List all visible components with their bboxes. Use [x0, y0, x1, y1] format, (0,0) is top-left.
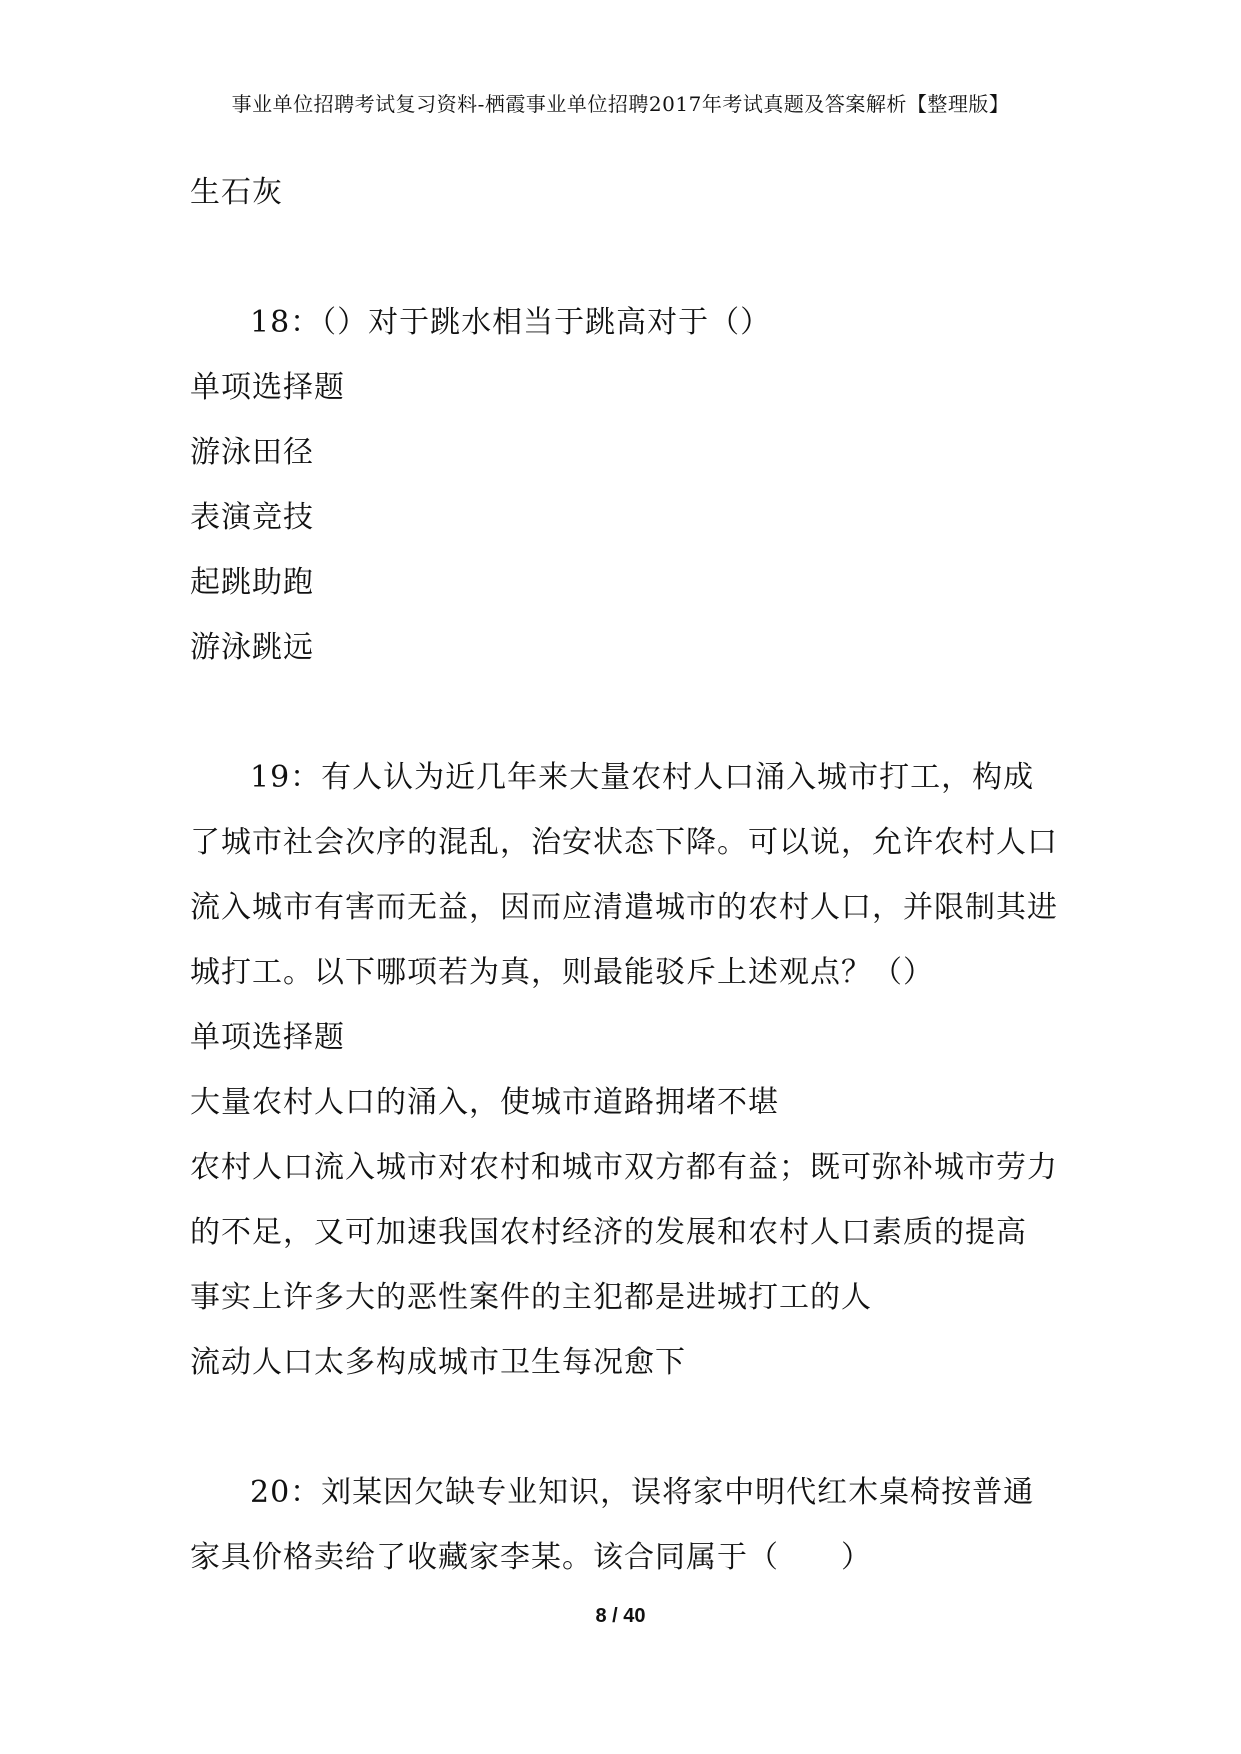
- question-18: [190, 290, 1070, 680]
- previous-answer-option: 生石灰: [190, 175, 283, 210]
- answer-option: 大量农村人口的涌入，使城市道路拥堵不堪: [190, 1085, 779, 1120]
- page-body: [190, 160, 1070, 1590]
- question-stem-line: 城打工。以下哪项若为真，则最能驳斥上述观点？（）: [190, 955, 934, 990]
- question-stem-line: 了城市社会次序的混乱，治安状态下降。可以说，允许农村人口: [190, 825, 1058, 860]
- answer-option: 农村人口流入城市对农村和城市双方都有益；既可弥补城市劳力: [190, 1150, 1058, 1185]
- question-stem-line: 流入城市有害而无益，因而应清遣城市的农村人口，并限制其进: [190, 890, 1058, 925]
- answer-option: 游泳跳远: [190, 630, 314, 665]
- answer-option-continued: 的不足，又可加速我国农村经济的发展和农村人口素质的提高: [190, 1215, 1027, 1250]
- question-type-label: 单项选择题: [190, 370, 345, 405]
- answer-option: 起跳助跑: [190, 565, 314, 600]
- page-number: 8 / 40: [595, 1605, 646, 1627]
- answer-option: 游泳田径: [190, 435, 314, 470]
- answer-option: 事实上许多大的恶性案件的主犯都是进城打工的人: [190, 1280, 872, 1315]
- question-19: [190, 745, 1070, 1395]
- question-type-label: 单项选择题: [190, 1020, 345, 1055]
- document-header: 事业单位招聘考试复习资料-栖霞事业单位招聘2017年考试真题及答案解析【整理版】: [231, 92, 1010, 116]
- question-stem-line: 家具价格卖给了收藏家李某。该合同属于（ ）: [190, 1540, 872, 1575]
- question-stem-line: 20：刘某因欠缺专业知识，误将家中明代红木桌椅按普通: [250, 1475, 1035, 1510]
- answer-option: 表演竞技: [190, 500, 314, 535]
- answer-option: 流动人口太多构成城市卫生每况愈下: [190, 1345, 686, 1380]
- question-stem-line: 19：有人认为近几年来大量农村人口涌入城市打工，构成: [250, 760, 1035, 795]
- question-20: [190, 1460, 1070, 1590]
- question-stem: 18：（）对于跳水相当于跳高对于（）: [250, 305, 772, 340]
- spacer: [190, 1395, 1070, 1460]
- spacer: [190, 225, 1070, 290]
- spacer: [190, 680, 1070, 745]
